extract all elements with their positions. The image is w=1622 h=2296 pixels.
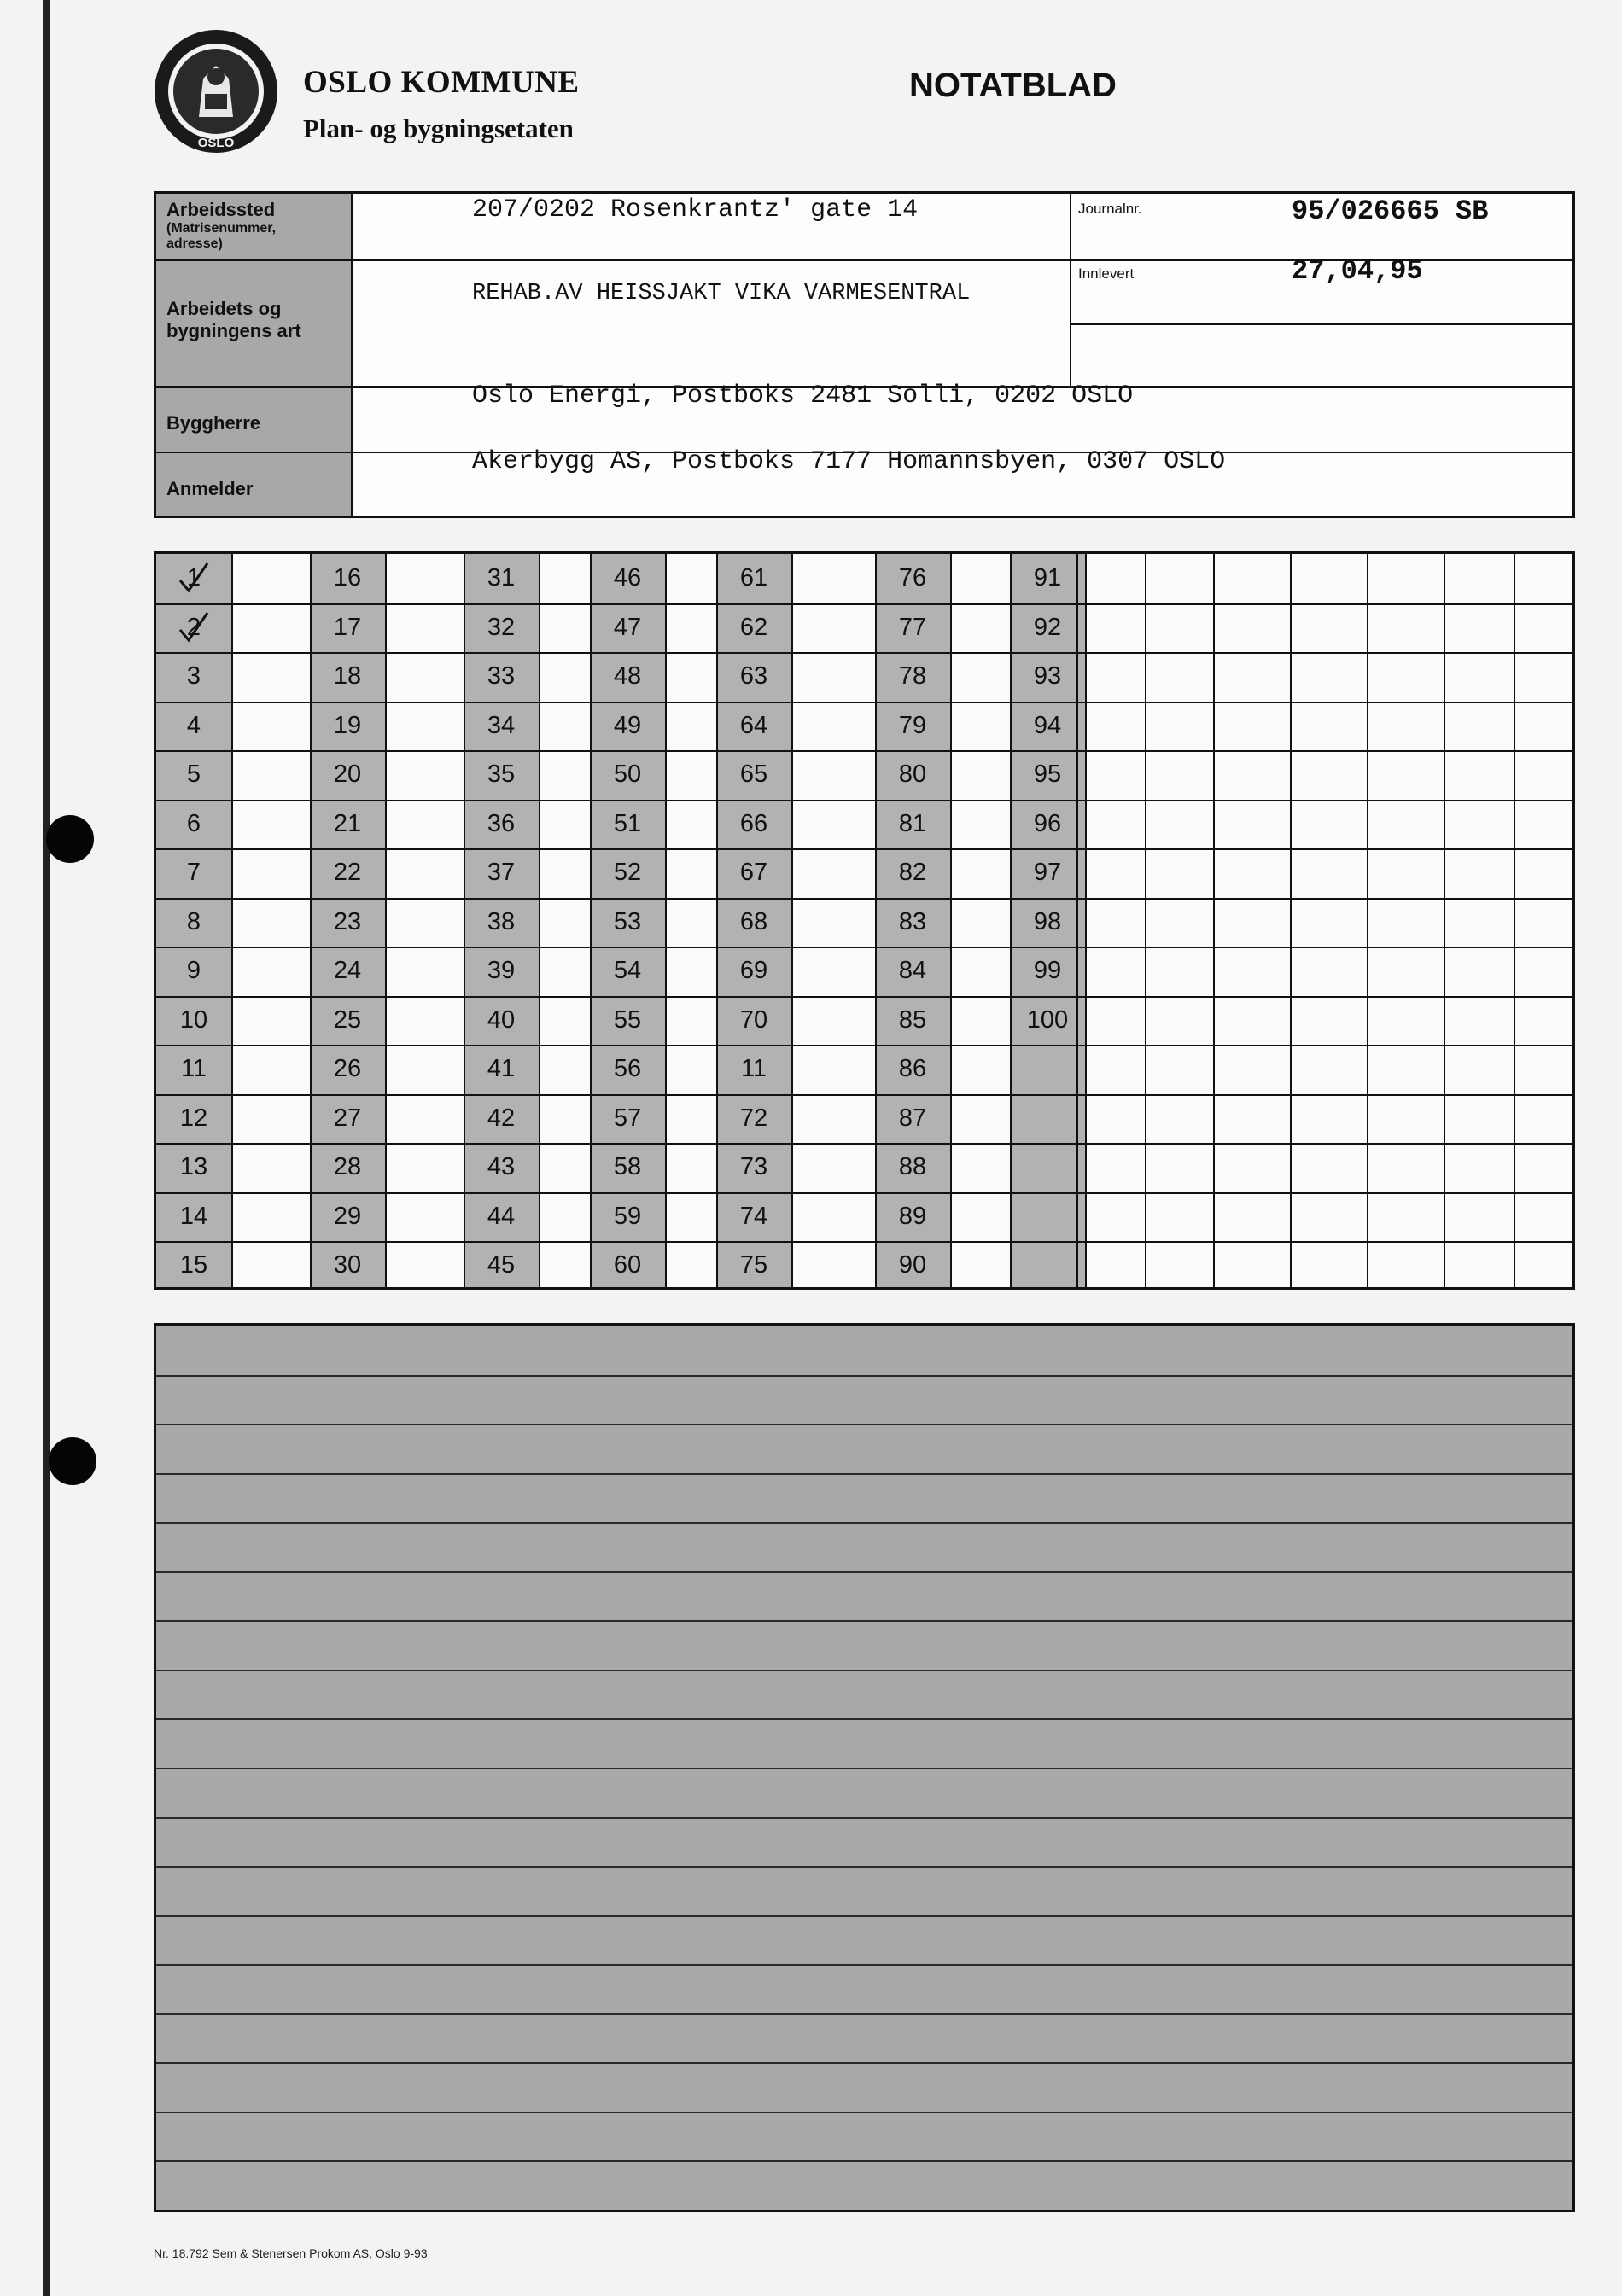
register-number: 89	[898, 1203, 927, 1230]
notes-area	[154, 1323, 1575, 2212]
oslo-seal-logo	[152, 27, 280, 155]
journalnr-value: 95/026665 SB	[1292, 195, 1489, 227]
register-number: 76	[898, 564, 927, 591]
register-number: 86	[898, 1055, 927, 1082]
register-number: 95	[1033, 760, 1062, 788]
register-number: 46	[613, 564, 642, 591]
register-number: 67	[739, 859, 768, 886]
register-number: 91	[1033, 564, 1062, 591]
arbeidssted-sublabel-2: adresse)	[166, 236, 223, 251]
arbeidssted-value: 207/0202 Rosenkrantz' gate 14	[472, 195, 919, 224]
register-number: 54	[613, 957, 642, 984]
register-number: 34	[487, 712, 516, 739]
register-number: 63	[739, 662, 768, 690]
register-number: 88	[898, 1153, 927, 1180]
register-number: 56	[613, 1055, 642, 1082]
register-number: 51	[613, 810, 642, 837]
register-number: 31	[487, 564, 516, 591]
register-number: 77	[898, 614, 927, 641]
register-number: 25	[333, 1006, 362, 1034]
register-number: 90	[898, 1251, 927, 1279]
register-number: 99	[1033, 957, 1062, 984]
register-number: 43	[487, 1153, 516, 1180]
register-number: 2	[186, 614, 201, 641]
register-number: 57	[613, 1104, 642, 1132]
register-number: 37	[487, 859, 516, 886]
register-number: 52	[613, 859, 642, 886]
register-number: 74	[739, 1203, 768, 1230]
register-number: 72	[739, 1104, 768, 1132]
register-number: 50	[613, 760, 642, 788]
register-number: 59	[613, 1203, 642, 1230]
footer-imprint: Nr. 18.792 Sem & Stenersen Prokom AS, Oslo 9-93	[154, 2246, 428, 2260]
register-number: 38	[487, 908, 516, 935]
register-number: 13	[179, 1153, 208, 1180]
register-number: 4	[186, 712, 201, 739]
register-number: 27	[333, 1104, 362, 1132]
register-number: 40	[487, 1006, 516, 1034]
register-number: 55	[613, 1006, 642, 1034]
art-label-2: bygningens art	[166, 320, 301, 341]
register-number: 48	[613, 662, 642, 690]
byggherre-value: Oslo Energi, Postboks 2481 Solli, 0202 OSLO	[472, 382, 1134, 411]
byggherre-label: Byggherre	[166, 412, 261, 434]
register-number: 62	[739, 614, 768, 641]
register-number: 60	[613, 1251, 642, 1279]
register-number: 36	[487, 810, 516, 837]
page-register-grid	[154, 551, 1575, 1290]
register-number: 22	[333, 859, 362, 886]
svg-text:OSLO: OSLO	[197, 136, 235, 150]
register-number: 39	[487, 957, 516, 984]
register-number: 33	[487, 662, 516, 690]
register-number: 16	[333, 564, 362, 591]
register-number: 8	[186, 908, 201, 935]
register-number: 29	[333, 1203, 362, 1230]
anmelder-label: Anmelder	[166, 478, 254, 499]
register-number: 65	[739, 760, 768, 788]
register-number: 6	[186, 810, 201, 837]
register-number: 85	[898, 1006, 927, 1034]
anmelder-value: Akerbygg AS, Postboks 7177 Homannsbyen, 0307 OSLO	[472, 447, 1226, 476]
register-number: 11	[180, 1055, 207, 1082]
register-number: 93	[1033, 662, 1062, 690]
journalnr-label: Journalnr.	[1078, 201, 1142, 217]
check-mark-icon	[177, 609, 211, 647]
register-number: 44	[487, 1203, 516, 1230]
register-number: 100	[1026, 1006, 1069, 1034]
register-number: 79	[898, 712, 927, 739]
register-number: 82	[898, 859, 927, 886]
register-number: 11	[740, 1055, 767, 1082]
art-label: Arbeidets og	[166, 298, 282, 319]
register-number: 87	[898, 1104, 927, 1132]
register-number: 80	[898, 760, 927, 788]
register-number: 96	[1033, 810, 1062, 837]
arbeidssted-label: Arbeidssted	[166, 199, 276, 220]
register-number: 64	[739, 712, 768, 739]
scan-edge	[43, 0, 50, 2296]
register-number: 83	[898, 908, 927, 935]
register-number: 19	[333, 712, 362, 739]
arbeidssted-sublabel: (Matrisenummer,	[166, 221, 277, 236]
register-number: 69	[739, 957, 768, 984]
department-name: Plan- og bygningsetaten	[303, 114, 574, 143]
register-number: 73	[739, 1153, 768, 1180]
register-number: 66	[739, 810, 768, 837]
innlevert-label: Innlevert	[1078, 265, 1135, 282]
register-number: 9	[186, 957, 201, 984]
punch-hole-top	[46, 815, 94, 863]
register-number: 26	[333, 1055, 362, 1082]
register-number: 20	[333, 760, 362, 788]
register-number: 5	[186, 760, 201, 788]
register-number: 30	[333, 1251, 362, 1279]
register-number: 84	[898, 957, 927, 984]
register-number: 3	[186, 662, 201, 690]
register-number: 24	[333, 957, 362, 984]
register-number: 41	[487, 1055, 516, 1082]
register-number: 1	[186, 564, 201, 591]
register-number: 94	[1033, 712, 1062, 739]
header-table	[154, 191, 1575, 518]
register-number: 42	[487, 1104, 516, 1132]
innlevert-value: 27,04,95	[1292, 255, 1423, 287]
register-number: 81	[898, 810, 927, 837]
form-title: NOTATBLAD	[909, 67, 1117, 104]
register-number: 12	[179, 1104, 208, 1132]
register-number: 14	[179, 1203, 208, 1230]
register-number: 78	[898, 662, 927, 690]
register-number: 61	[739, 564, 768, 591]
art-value: REHAB.AV HEISSJAKT VIKA VARMESENTRAL	[472, 281, 971, 306]
register-number: 92	[1033, 614, 1062, 641]
register-number: 45	[487, 1251, 516, 1279]
register-number: 47	[613, 614, 642, 641]
register-number: 10	[179, 1006, 208, 1034]
register-number: 35	[487, 760, 516, 788]
register-number: 75	[739, 1251, 768, 1279]
register-number: 58	[613, 1153, 642, 1180]
register-number: 17	[333, 614, 362, 641]
register-number: 21	[333, 810, 362, 837]
register-number: 18	[333, 662, 362, 690]
register-number: 70	[739, 1006, 768, 1034]
punch-hole-bottom	[49, 1437, 96, 1485]
register-number: 68	[739, 908, 768, 935]
register-number: 7	[186, 859, 201, 886]
register-number: 32	[487, 614, 516, 641]
register-number: 28	[333, 1153, 362, 1180]
check-mark-icon	[177, 560, 211, 597]
register-number: 97	[1033, 859, 1062, 886]
org-name: OSLO KOMMUNE	[303, 65, 580, 100]
register-number: 49	[613, 712, 642, 739]
register-number: 98	[1033, 908, 1062, 935]
register-number: 15	[179, 1251, 208, 1279]
register-number: 23	[333, 908, 362, 935]
register-number: 53	[613, 908, 642, 935]
